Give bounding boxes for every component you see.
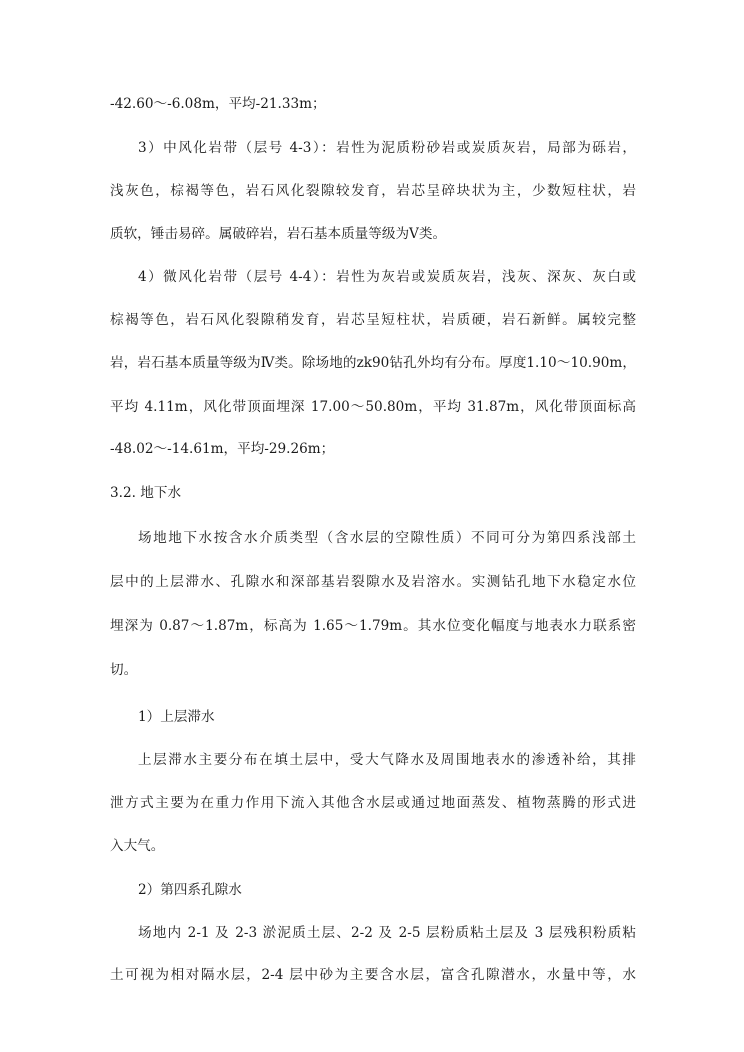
text-line: -48.02～-14.61m，平均-29.26m； <box>110 441 335 457</box>
text-line: 平均 4.11m，风化带顶面埋深 17.00～50.80m，平均 31.87m，风化带顶面标高 <box>110 399 636 415</box>
text-line: -42.60～-6.08m，平均-21.33m； <box>110 96 326 112</box>
text-line: 岩，岩石基本质量等级为Ⅳ类。除场地的zk90钻孔外均有分布。厚度1.10～10.90m， <box>110 355 636 371</box>
text-line: 泄方式主要为在重力作用下流入其他含水层或通过地面蒸发、植物蒸腾的形式进 <box>110 795 636 811</box>
text-line: 土可视为相对隔水层，2-4 层中砂为主要含水层，富含孔隙潜水，水量中等，水 <box>110 967 636 983</box>
text-line: 场地地下水按含水介质类型（含水层的空隙性质）不同可分为第四系浅部土 <box>138 530 636 546</box>
section-heading: 3.2. 地下水 <box>110 485 182 501</box>
text-line: 1）上层滞水 <box>138 709 215 725</box>
text-line: 棕褐等色，岩石风化裂隙稍发育，岩芯呈短柱状，岩质硬，岩石新鲜。属较完整 <box>110 312 636 328</box>
text-line: 埋深为 0.87～1.87m，标高为 1.65～1.79m。其水位变化幅度与地表水力联系密 <box>110 618 636 634</box>
text-line: 切。 <box>110 662 138 678</box>
text-line: 入大气。 <box>110 838 165 854</box>
text-line: 浅灰色，棕褐等色，岩石风化裂隙较发育，岩芯呈碎块状为主，少数短柱状，岩 <box>110 183 636 199</box>
text-line: 质软，锤击易碎。属破碎岩，岩石基本质量等级为Ⅴ类。 <box>110 226 447 242</box>
text-line: 2）第四系孔隙水 <box>138 882 242 898</box>
text-line: 场地内 2-1 及 2-3 淤泥质土层、2-2 及 2-5 层粉质粘土层及 3 层残积粉质粘 <box>138 925 636 941</box>
text-line: 4）微风化岩带（层号 4-4）：岩性为灰岩或炭质灰岩，浅灰、深灰、灰白或 <box>138 269 636 285</box>
text-line: 层中的上层滞水、孔隙水和深部基岩裂隙水及岩溶水。实测钻孔地下水稳定水位 <box>110 574 636 590</box>
text-line: 3）中风化岩带（层号 4-3）：岩性为泥质粉砂岩或炭质灰岩，局部为砾岩， <box>138 140 636 156</box>
text-line: 上层滞水主要分布在填土层中，受大气降水及周围地表水的渗透补给，其排 <box>138 752 636 768</box>
